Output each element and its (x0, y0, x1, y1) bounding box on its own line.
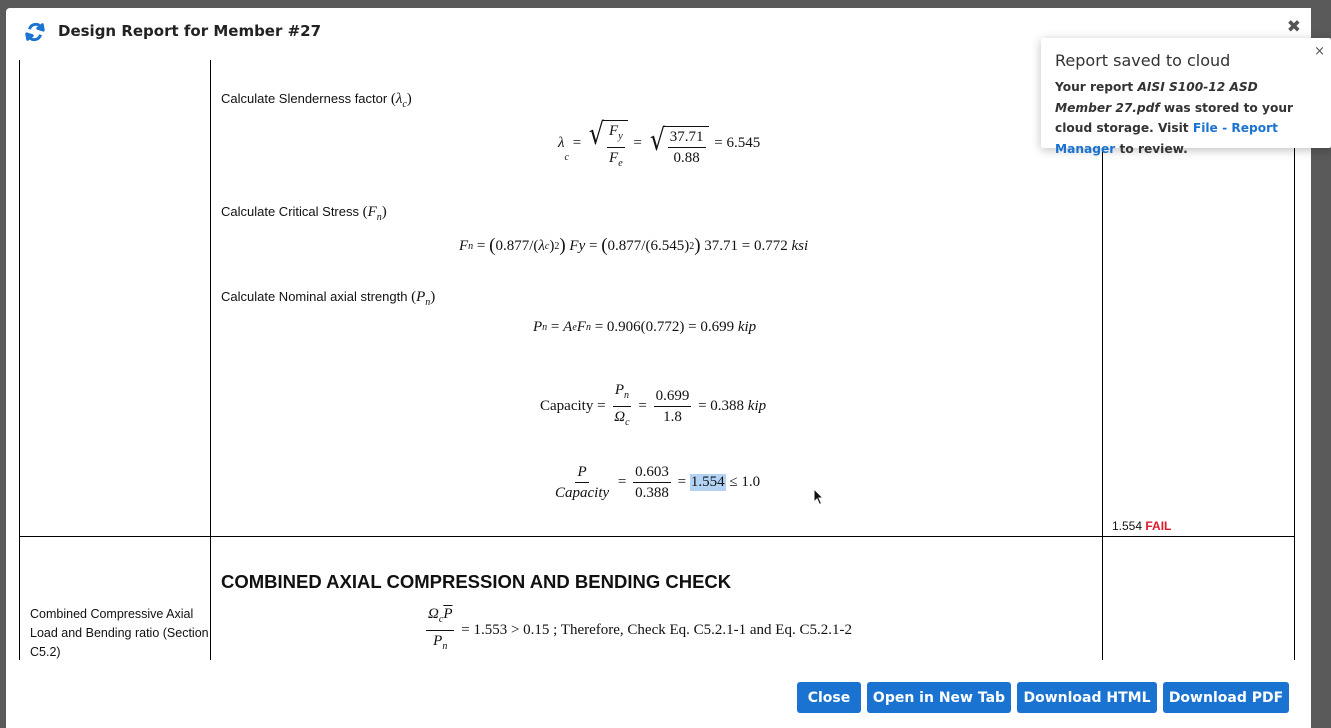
app-logo-icon (24, 21, 46, 43)
modal-close-icon[interactable]: ✖ (1286, 17, 1301, 37)
toast-close-icon[interactable]: × (1314, 44, 1325, 59)
open-new-tab-button[interactable]: Open in New Tab (867, 682, 1011, 713)
toast-message: Your report AISI S100-12 ASD Member 27.pdf was stored to your cloud storage. Visit File - Report Manager to review. (1055, 80, 1294, 156)
download-pdf-button[interactable]: Download PDF (1163, 682, 1289, 713)
report-manager-link[interactable]: File - Report Manager (1055, 121, 1278, 156)
critical-stress-label: Calculate Critical Stress $(F_n)$ (221, 204, 387, 223)
ratio-equation: $\frac{P}{\text{Capacity}}$ = $\frac{0.603}{0.388}$ = 1.554 ≤ 1.0 (555, 464, 761, 501)
mouse-cursor-icon (813, 488, 825, 506)
table-border-left (19, 60, 20, 660)
capacity-equation: Capacity = $\frac{P_n}{\Omega_c}$ = $\frac{0.699}{1.8}$ = 0.388 kip (540, 382, 767, 428)
fail-status: FAIL (1145, 519, 1172, 533)
toast-filename: AISI S100-12 ASD Member 27.pdf (1055, 80, 1258, 115)
slenderness-equation: λ c = √ $\frac{F_y}{F_e}$ = √ $\frac{37.71}{0.88}$ = 6.545 (558, 114, 760, 173)
combined-section-heading: COMBINED AXIAL COMPRESSION AND BENDING CHECK (221, 571, 732, 592)
result-cell: 1.554 FAIL (1112, 519, 1172, 533)
table-row-divider (19, 536, 1295, 537)
critical-stress-equation: F n = ( 0.877/( λ c ) 2 ) Fy = ( 0.877/(6.545) 2 ) 37.71 = 0.772 ksi (459, 235, 809, 256)
combined-row-label: Combined Compressive Axial Load and Bending ratio (Section C5.2) (30, 607, 209, 659)
nominal-strength-equation: P n = A e F n = 0.906(0.772) = 0.699 kip (533, 319, 757, 335)
download-html-button[interactable]: Download HTML (1017, 682, 1157, 713)
nominal-strength-label: Calculate Nominal axial strength $(P_n)$ (221, 289, 436, 308)
toast-title: Report saved to cloud (1055, 51, 1231, 70)
slenderness-label: Calculate Slenderness factor $(\lambda_c)$ (221, 91, 412, 110)
cloud-save-toast (1041, 38, 1331, 156)
table-divider-1 (210, 60, 211, 660)
close-button[interactable]: Close (797, 682, 861, 713)
modal-title: Design Report for Member #27 (58, 22, 322, 40)
highlighted-ratio[interactable]: 1.554 (690, 474, 725, 490)
combined-equation: $\frac{\Omega_c\overline{P}}{P_n}$ = 1.553 > 0.15 ; Therefore, Check Eq. C5.2.1-1 and Eq. C5.2.1-2 (428, 606, 852, 652)
